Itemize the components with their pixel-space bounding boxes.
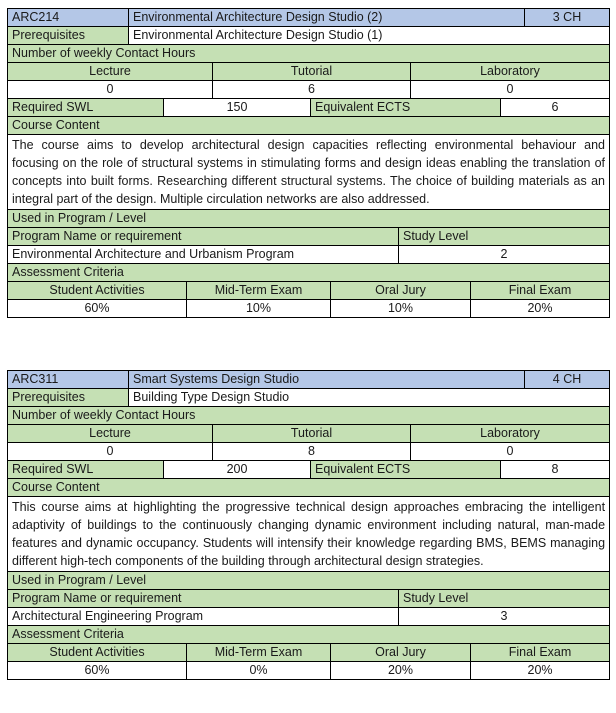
program-values-row [8, 608, 610, 626]
prerequisites-label: Prerequisites [8, 27, 129, 45]
course-header-row [8, 9, 610, 27]
course-content-row [8, 497, 610, 572]
tutorial-header: Tutorial [213, 63, 411, 81]
oral-jury-header: Oral Jury [331, 282, 471, 300]
midterm-value: 10% [187, 300, 331, 318]
student-activities-value: 60% [8, 662, 187, 680]
program-name: Environmental Architecture and Urbanism Program [8, 246, 399, 264]
swl-value: 200 [164, 461, 311, 479]
program-name: Architectural Engineering Program [8, 608, 399, 626]
oral-jury-header: Oral Jury [331, 644, 471, 662]
contact-hours-header-row [8, 425, 610, 443]
program-section-row [8, 210, 610, 228]
credit-hours: 4 CH [525, 371, 610, 389]
prerequisites-value: Environmental Architecture Design Studio (1) [129, 27, 610, 45]
laboratory-hours: 0 [411, 443, 610, 461]
course-content-label: Course Content [8, 479, 610, 497]
laboratory-header: Laboratory [411, 425, 610, 443]
assessment-values-row [8, 662, 610, 680]
final-exam-value: 20% [471, 662, 610, 680]
study-level: 2 [399, 246, 610, 264]
student-activities-value: 60% [8, 300, 187, 318]
laboratory-header: Laboratory [411, 63, 610, 81]
student-activities-header: Student Activities [8, 644, 187, 662]
credit-hours: 3 CH [525, 9, 610, 27]
contact-hours-section-row [8, 407, 610, 425]
program-section-label: Used in Program / Level [8, 210, 610, 228]
lecture-header: Lecture [8, 63, 213, 81]
course-header-row [8, 371, 610, 389]
swl-ects-row [8, 461, 610, 479]
prerequisites-label: Prerequisites [8, 389, 129, 407]
oral-jury-value: 10% [331, 300, 471, 318]
course-table-arc311 [7, 370, 610, 680]
midterm-value: 0% [187, 662, 331, 680]
assessment-header-row [8, 282, 610, 300]
lecture-hours: 0 [8, 81, 213, 99]
assessment-section-row [8, 264, 610, 282]
course-content-label-row [8, 479, 610, 497]
student-activities-header: Student Activities [8, 282, 187, 300]
program-name-header: Program Name or requirement [8, 590, 399, 608]
swl-label: Required SWL [8, 461, 164, 479]
lecture-hours: 0 [8, 443, 213, 461]
ects-label: Equivalent ECTS [311, 461, 501, 479]
course-title: Environmental Architecture Design Studio (2) [129, 9, 525, 27]
final-exam-value: 20% [471, 300, 610, 318]
ects-label: Equivalent ECTS [311, 99, 501, 117]
assessment-label: Assessment Criteria [8, 626, 610, 644]
tutorial-header: Tutorial [213, 425, 411, 443]
course-content-label: Course Content [8, 117, 610, 135]
swl-ects-row [8, 99, 610, 117]
prerequisites-row [8, 27, 610, 45]
course-content-text: The course aims to develop architectural design capacities reflecting environmental behaviour and focusing on the role of structural systems in stimulating forms and design ideas enabling the translation of concepts into built forms. Researching different structural systems. The choice of building materials as an integral part of the design. Multiple circulation networks are also addressed. [8, 135, 610, 210]
course-content-label-row [8, 117, 610, 135]
lecture-header: Lecture [8, 425, 213, 443]
tutorial-hours: 8 [213, 443, 411, 461]
assessment-values-row [8, 300, 610, 318]
contact-hours-label: Number of weekly Contact Hours [8, 407, 610, 425]
swl-value: 150 [164, 99, 311, 117]
laboratory-hours: 0 [411, 81, 610, 99]
program-values-row [8, 246, 610, 264]
program-header-row [8, 590, 610, 608]
course-table-arc214 [7, 8, 610, 318]
ects-value: 8 [501, 461, 610, 479]
assessment-label: Assessment Criteria [8, 264, 610, 282]
assessment-header-row [8, 644, 610, 662]
swl-label: Required SWL [8, 99, 164, 117]
midterm-header: Mid-Term Exam [187, 282, 331, 300]
program-header-row [8, 228, 610, 246]
program-name-header: Program Name or requirement [8, 228, 399, 246]
course-code: ARC214 [8, 9, 129, 27]
study-level: 3 [399, 608, 610, 626]
assessment-section-row [8, 626, 610, 644]
contact-hours-values-row [8, 81, 610, 99]
tutorial-hours: 6 [213, 81, 411, 99]
course-content-row [8, 135, 610, 210]
contact-hours-header-row [8, 63, 610, 81]
study-level-header: Study Level [399, 590, 610, 608]
contact-hours-label: Number of weekly Contact Hours [8, 45, 610, 63]
ects-value: 6 [501, 99, 610, 117]
contact-hours-section-row [8, 45, 610, 63]
midterm-header: Mid-Term Exam [187, 644, 331, 662]
course-code: ARC311 [8, 371, 129, 389]
course-title: Smart Systems Design Studio [129, 371, 525, 389]
final-exam-header: Final Exam [471, 282, 610, 300]
prerequisites-row [8, 389, 610, 407]
program-section-row [8, 572, 610, 590]
contact-hours-values-row [8, 443, 610, 461]
study-level-header: Study Level [399, 228, 610, 246]
prerequisites-value: Building Type Design Studio [129, 389, 610, 407]
oral-jury-value: 20% [331, 662, 471, 680]
program-section-label: Used in Program / Level [8, 572, 610, 590]
course-content-text: This course aims at highlighting the progressive technical design approaches embracing the intelligent adaptivity of buildings to the continuously changing dynamic environment including natural, man-made features and dynamic occupancy. Students will intensify their knowledge regarding BMS, BEMS managing different high-tech components of the building through architectural design strategies. [8, 497, 610, 572]
final-exam-header: Final Exam [471, 644, 610, 662]
